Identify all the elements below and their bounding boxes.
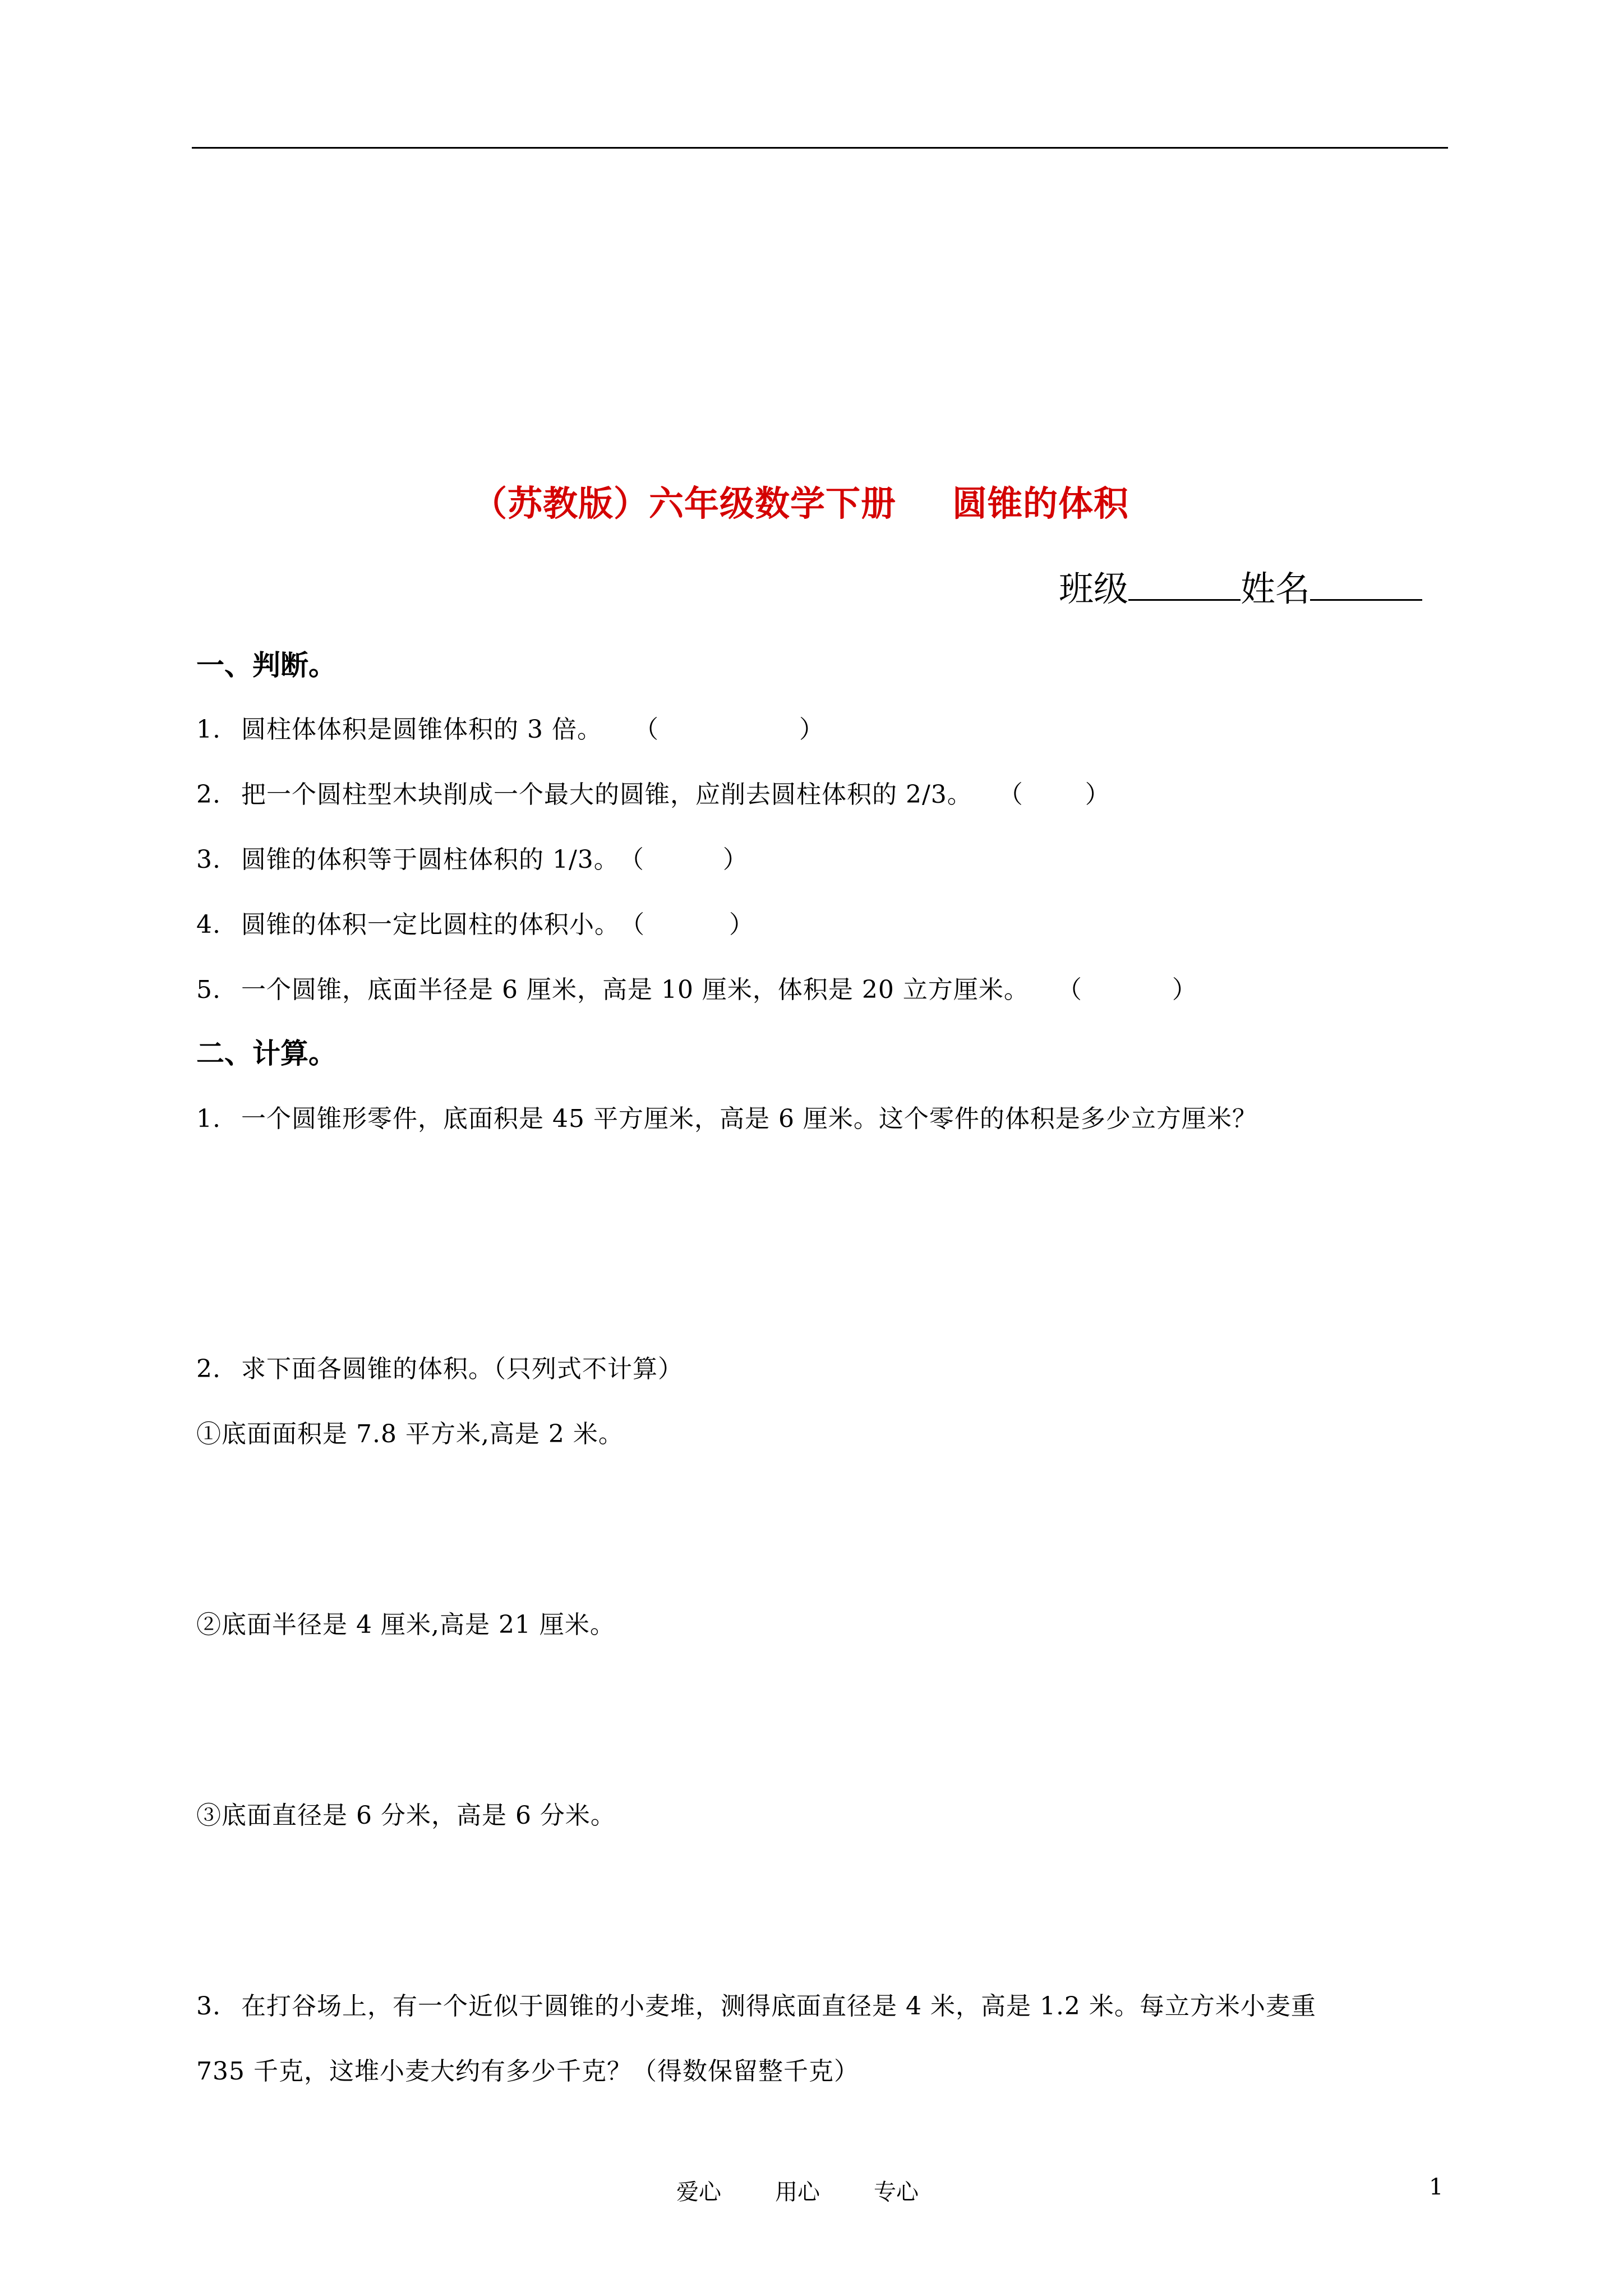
answer-paren-close: ） — [729, 910, 754, 939]
calc-question-3 — [196, 1986, 1316, 2022]
student-info — [1059, 561, 1422, 611]
answer-paren-close: ） — [799, 715, 824, 744]
judge-item-1 — [196, 709, 824, 745]
title-part-1: （苏教版）六年级数学下册 — [472, 483, 897, 524]
answer-paren-open[interactable]: （ — [1057, 976, 1082, 1004]
item-number: 5. — [196, 976, 221, 1004]
footer-word-2: 用心 — [775, 2179, 820, 2205]
item-number: 3. — [196, 845, 221, 874]
item-number: 4. — [196, 910, 221, 939]
answer-paren-open[interactable]: （ — [633, 715, 659, 744]
page-title — [472, 476, 1129, 526]
calc-question-1 — [196, 1098, 1257, 1134]
name-label: 姓名 — [1241, 568, 1311, 609]
question-text: 一个圆锥形零件，底面积是 45 平方厘米，高是 6 厘米。这个零件的体积是多少立方厘米？ — [241, 1105, 1257, 1133]
item-text: 圆锥的体积等于圆柱体积的 1/3。 — [241, 845, 619, 874]
answer-paren-open[interactable]: （ — [619, 845, 644, 874]
section-1-heading: 一、判断。 — [196, 648, 336, 682]
calc-question-3-line-2: 735 千克，这堆小麦大约有多少千克？（得数保留整千克） — [196, 2057, 859, 2086]
name-blank[interactable] — [1310, 567, 1422, 601]
calc-question-2 — [196, 1349, 683, 1384]
answer-paren-open[interactable]: （ — [620, 910, 645, 939]
item-number: 2. — [196, 780, 221, 809]
item-text: 把一个圆柱型木块削成一个最大的圆锥，应削去圆柱体积的 2/3。 — [241, 780, 972, 809]
class-label: 班级 — [1059, 568, 1129, 609]
answer-paren-close: ） — [1085, 780, 1110, 809]
judge-item-5 — [196, 969, 1197, 1005]
judge-item-4 — [196, 904, 754, 940]
calc-subquestion-1: ①底面面积是 7.8 平方米,高是 2 米。 — [196, 1420, 624, 1448]
item-number: 1. — [196, 715, 221, 744]
question-number: 1. — [196, 1105, 221, 1133]
answer-paren-open[interactable]: （ — [998, 780, 1023, 809]
item-text: 一个圆锥，底面半径是 6 厘米，高是 10 厘米，体积是 20 立方厘米。 — [241, 976, 1029, 1004]
calc-subquestion-2: ②底面半径是 4 厘米,高是 21 厘米。 — [196, 1611, 615, 1639]
page-number: 1 — [1429, 2174, 1444, 2200]
judge-item-3 — [196, 839, 748, 875]
footer-word-1: 爱心 — [676, 2179, 721, 2205]
judge-item-2 — [196, 774, 1110, 810]
question-text-line-1: 在打谷场上，有一个近似于圆锥的小麦堆，测得底面直径是 4 米，高是 1.2 米。每立方米小麦重 — [241, 1992, 1316, 2021]
question-number: 2. — [196, 1355, 221, 1383]
item-text: 圆柱体体积是圆锥体积的 3 倍。 — [241, 715, 602, 744]
item-text: 圆锥的体积一定比圆柱的体积小。 — [241, 910, 620, 939]
question-number: 3. — [196, 1992, 221, 2021]
footer-word-3: 专心 — [874, 2179, 919, 2205]
section-2-heading: 二、计算。 — [196, 1037, 336, 1070]
class-blank[interactable] — [1128, 567, 1241, 601]
question-text: 求下面各圆锥的体积。（只列式不计算） — [241, 1355, 683, 1383]
calc-subquestion-3: ③底面直径是 6 分米，高是 6 分米。 — [196, 1801, 616, 1830]
answer-paren-close: ） — [722, 845, 748, 874]
header-rule — [192, 147, 1448, 149]
footer-motto — [676, 2174, 919, 2206]
answer-paren-close: ） — [1172, 976, 1197, 1004]
title-part-2: 圆锥的体积 — [952, 483, 1129, 524]
